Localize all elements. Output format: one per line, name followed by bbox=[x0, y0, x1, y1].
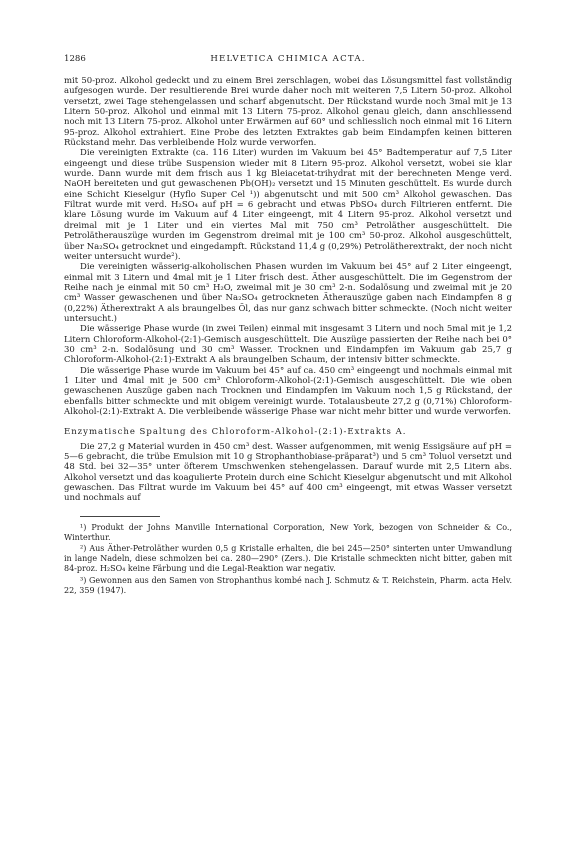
paragraph-extracts: Die vereinigten Extrakte (ca. 116 Liter) wurden im Vakuum bei 45° Badtemperatur auf 7,5 Liter eingeengt und diese trübe Suspension wieder mit 8 Litern 95-proz. Alkohol versetzt, wobei sie klar wurde. Dann wurde mit dem frisch aus 1 kg Bleiacetat-trihydrat mit der berechneten Menge verd. NaOH bereiteten und gut gewaschenen Pb(OH)₂ versetzt und 15 Minuten geschüttelt. Es wurde durch eine Schicht Kieselgur (Hyflo Super Cel ¹)) abgenutscht und mit 500 cm³ Alkohol gewaschen. Das Filtrat wurde mit verd. H₂SO₄ auf pH = 6 gebracht und etwas PbSO₄ durch Filtrieren entfernt. Die klare Lösung wurde im Vakuum auf 4 Liter eingeengt, mit 4 Litern 95-proz. Alkohol versetzt und dreimal mit je 1 Liter und ein viertes Mal mit 750 cm³ Petroläther ausgeschüttelt. Die Petrolätherauszüge wurden im Gegenstrom dreimal mit je 100 cm³ 50-proz. Alkohol ausgeschüttelt, über Na₂SO₄ getrocknet und eingedampft. Rückstand 11,4 g (0,29%) Petrolätherextrakt, der noch nicht weiter untersucht wurde²). bbox=[64, 148, 512, 262]
footnote-3: ³) Gewonnen aus den Samen von Strophanthus kombé nach J. Schmutz & T. Reichstein, Pharm. acta Helv. 22, 359 (1947). bbox=[64, 575, 512, 595]
footnote-1: ¹) Produkt der Johns Manville International Corporation, New York, bezogen von Schneider & Co., Winterthur. bbox=[64, 522, 512, 542]
page-number: 1286 bbox=[64, 54, 86, 64]
journal-title: HELVETICA CHIMICA ACTA. bbox=[210, 54, 366, 64]
paragraph-chloroform-extraction: Die wässerige Phase wurde (in zwei Teilen) einmal mit insgesamt 3 Litern und noch 5mal mit je 1,2 Litern Chloroform-Alkohol-(2:1)-Gemisch ausgeschüttelt. Die Auszüge passierten der Reihe nach bei 0° 30 cm³ 2-n. Sodalösung und 30 cm³ Wasser. Trocknen und Eindampfen im Vakuum gab 25,7 g Chloroform-Alkohol-(2:1)-Extrakt A als braungelben Schaum, der intensiv bitter schmeckte. bbox=[64, 324, 512, 366]
body-text bbox=[64, 76, 512, 504]
paragraph-total-yield: Die wässerige Phase wurde im Vakuum bei 45° auf ca. 450 cm³ eingeengt und nochmals einmal mit 1 Liter und 4mal mit je 500 cm³ Chloroform-Alkohol-(2:1)-Gemisch ausgeschüttelt. Die wie oben gewaschenen Auszüge gaben nach Trocknen und Eindampfen im Vakuum noch 1,5 g Rückstand, der ebenfalls bitter schmeckte und mit obigem vereinigt wurde. Totalausbeute 27,2 g (0,71%) Chloroform-Alkohol-(2:1)-Extrakt A. Die verbleibende wässerige Phase war nicht mehr bitter und wurde verworfen. bbox=[64, 365, 512, 417]
paragraph-enzymatic-cleavage: Die 27,2 g Material wurden in 450 cm³ dest. Wasser aufgenommen, mit wenig Essigsäure auf pH = 5—6 gebracht, die trübe Emulsion mit 10 g Strophanthobiase-präparat³) und 5 cm³ Toluol versetzt und 48 Std. bei 32—35° unter öfterem Umschwenken stehengelassen. Darauf wurde mit 2,5 Litern abs. Alkohol versetzt und das koagulierte Protein durch eine Schicht Kieselgur abgenutscht und mit Alkohol gewaschen. Das Filtrat wurde im Vakuum bei 45° auf 400 cm³ eingeengt, mit etwas Wasser versetzt und nochmals auf bbox=[64, 441, 512, 504]
footnote-2: ²) Aus Äther-Petroläther wurden 0,5 g Kristalle erhalten, die bei 245—250° sinterten unter Umwandlung in lange Nadeln, diese schmolzen bei ca. 280—290° (Zers.). Die Kristalle schmeckten nicht bitter, gaben mit 84-proz. H₂SO₄ keine Färbung und die Legal-Reaktion war negativ. bbox=[64, 544, 512, 573]
section-heading: Enzymatische Spaltung des Chloroform-Alkohol-(2:1)-Extrakts A. bbox=[64, 427, 407, 438]
page bbox=[64, 54, 512, 597]
paragraph-aqueous-alcoholic: Die vereinigten wässerig-alkoholischen Phasen wurden im Vakuum bei 45° auf 2 Liter eingeengt, einmal mit 3 Litern und 4mal mit je 1 Liter frisch dest. Äther ausgeschüttelt. Die im Gegenstrom der Reihe nach je einmal mit 50 cm³ H₂O, zweimal mit je 30 cm³ 2-n. Sodalösung und zweimal mit je 20 cm³ Wasser gewaschenen und über Na₂SO₄ getrockneten Ätherauszüge gaben nach Eindampfen 8 g (0,22%) Ätherextrakt A als braungelbes Öl, das nur ganz schwach bitter schmeckte. (Noch nicht weiter untersucht.) bbox=[64, 262, 512, 324]
running-header bbox=[64, 54, 512, 68]
footnote-divider bbox=[80, 516, 160, 517]
paragraph-continuation: mit 50-proz. Alkohol gedeckt und zu einem Brei zerschlagen, wobei das Lösungsmittel fast vollständig aufgesogen wurde. Der resultierende Brei wurde daher noch mit weiteren 7,5 Litern 50-proz. Alkohol versetzt, zwei Tage stehengelassen und scharf abgenutscht. Der Rückstand wurde noch 3mal mit je 13 Litern 50-proz. Alkohol und einmal mit 13 Litern 75-proz. Alkohol genau gleich, dann anschliessend noch mit 13 Litern 75-proz. Alkohol unter Erwärmen auf 60° und schliesslich noch einmal mit 16 Litern 95-proz. Alkohol extrahiert. Eine Probe des letzten Extraktes gab beim Eindampfen keinen bitteren Rückstand mehr. Das verbleibende Holz wurde verworfen. bbox=[64, 76, 512, 149]
footnotes bbox=[64, 523, 512, 596]
